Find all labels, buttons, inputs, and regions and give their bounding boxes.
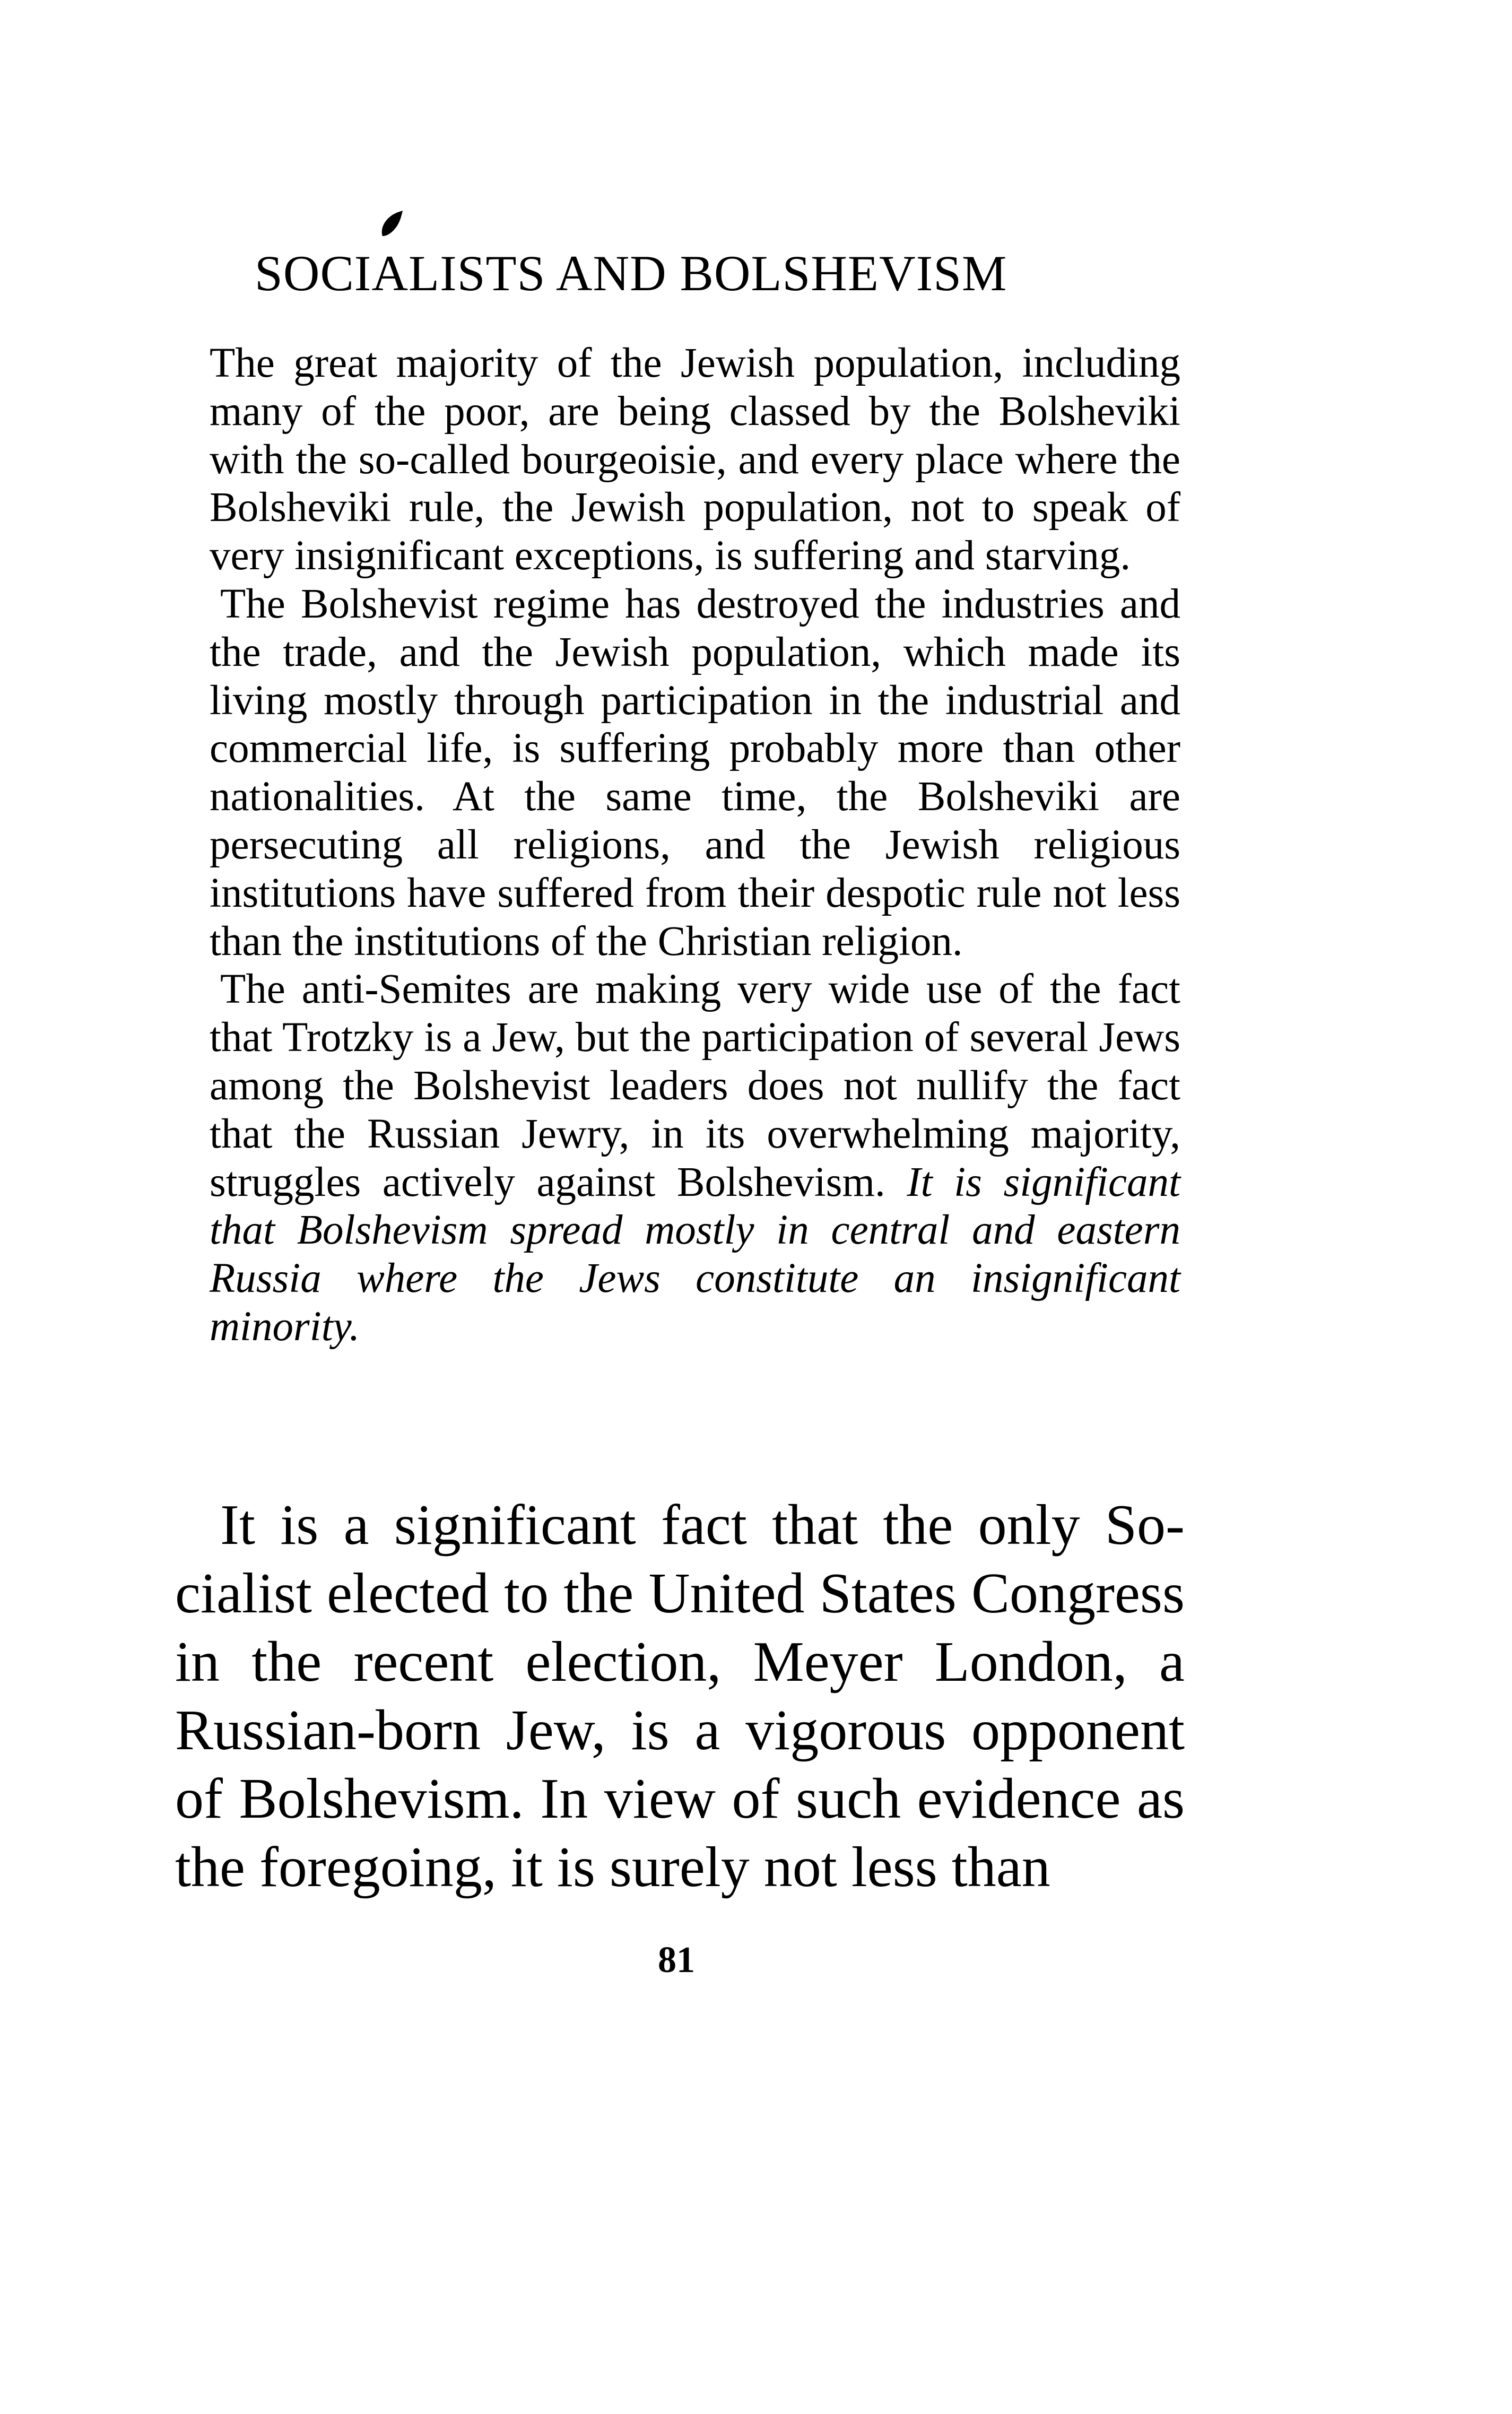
main-text: [175, 1491, 1185, 1901]
quote-paragraph: The great majority of the Jewish population, including many of the poor, are being classed by the Bolsheviki with the so-called bourgeoisie, and every place where the Bolsheviki rule, the Jewish population, not to speak of very insignificant exceptions, is suffering and starving.: [210, 340, 1180, 579]
quote-paragraph: The Bolshevist regime has destroyed the industries and the trade, and the Jewish population, which made its living mostly through participation in the industrial and commercial life, is suffering probably more than other nationalities. At the same time, the Bolsheviki are persecuting all religions, and the Jewish religious institutions have suffered from their despotic rule not less than the institutions of the Christian religion.: [210, 580, 1180, 965]
body-paragraph: It is a significant fact that the only Socialist elected to the United States Congress in the recent election, Meyer London, a Russian-born Jew, is a vigorous opponent of Bolshevism. In view of such evidence as the foregoing, it is surely not less than: [175, 1493, 1185, 1899]
page-number: 81: [658, 1940, 695, 1981]
quote-paragraph: [210, 966, 1180, 1351]
quote-paragraph-italic-text: It is significant that Bolshevism spread mostly in central and eastern Russia where the Jews constitute an insignificant minority.: [210, 1159, 1181, 1350]
quote-paragraph-roman-text: The anti-Semites are making very wide use of the fact that Trotzky is a Jew, but the participation of several Jews among the Bolshevist leaders does not nullify the fact that the Russian Jewry, in its overwhelming majority, struggles actively against Bolshevism.: [210, 966, 1180, 1205]
printers-ornament-icon: [379, 210, 404, 239]
running-head: SOCIALISTS AND BOLSHEVISM: [255, 245, 1007, 301]
quoted-passage: [210, 340, 1180, 1351]
